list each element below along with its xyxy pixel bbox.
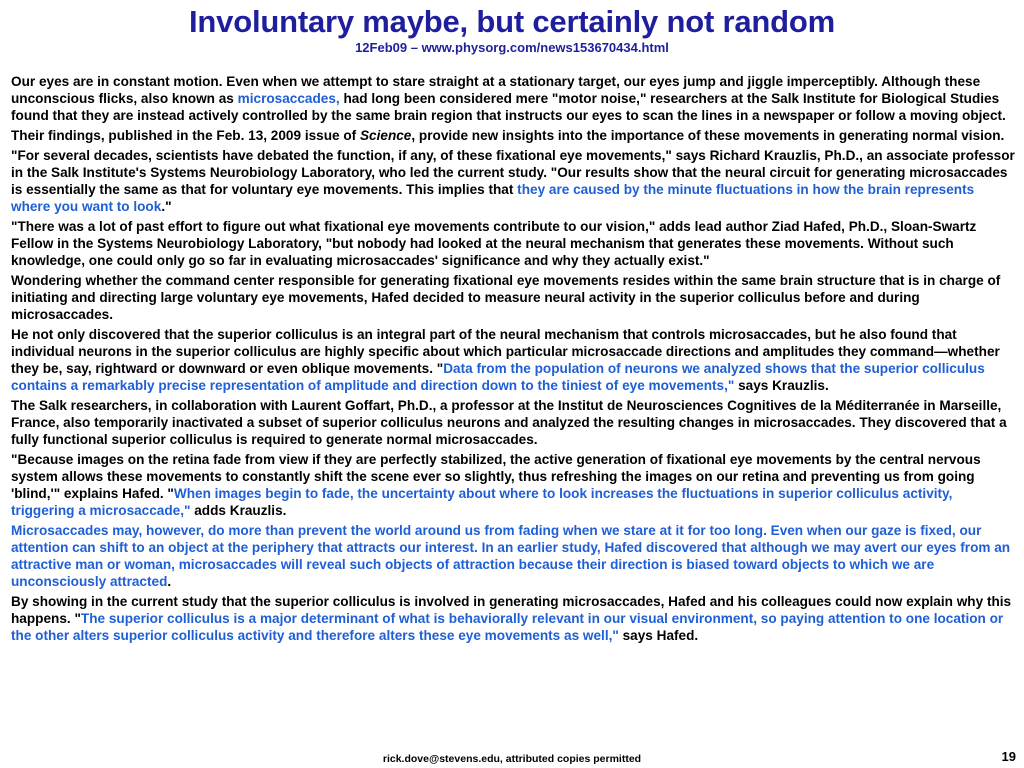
paragraph-6 — [11, 326, 1015, 394]
paragraph-10 — [11, 593, 1015, 644]
article-body — [11, 73, 1015, 647]
paragraph-7: The Salk researchers, in collaboration with Laurent Goffart, Ph.D., a professor at the Institut de Neurosciences Cognitives de la Méditerranée in Marseille, France, also temporarily inactivated a subset of superior colliculus neurons and analyzed the resulting changes in microsaccades. They discovered that a fully functional superior colliculus is required to generate normal microsaccades. — [11, 398, 1007, 447]
text: . — [167, 574, 172, 589]
text: Our eyes are in constant motion. Even when we attempt to stare straight at a stationary target, our eyes jump and jiggle imperceptibly. Although these unconscious flicks, also known as — [11, 74, 981, 106]
text: By showing in the current study that the superior colliculus is involved in generating microsaccades, Hafed and his colleagues could now explain why this happens. " — [11, 594, 1012, 626]
paragraph-4: "There was a lot of past effort to figure out what fixational eye movements contribute to our vision," adds lead author Ziad Hafed, Ph.D., Sloan-Swartz Fellow in the Systems Neurobiology Laboratory, "but nobody had looked at the neural mechanism that generates these movements. Without such knowledge, one could only go so far in evaluating microsaccades' significance and why they actually exist." — [11, 219, 977, 268]
highlighted-text: The superior colliculus is a major determinant of what is behaviorally relevant in our visual environment, so paying attention to one location or the other alters superior colliculus activity and therefore alters these eye movements as well," — [11, 611, 1004, 643]
text: says Krauzlis. — [734, 378, 829, 393]
source-reference: 12Feb09 – www.physorg.com/news153670434.html — [355, 40, 669, 55]
text: , provide new insights into the importance of these movements in generating normal vision. — [411, 128, 1005, 143]
paragraph-5: Wondering whether the command center responsible for generating fixational eye movements resides within the same brain structure that is in charge of initiating and directing large voluntary eye movements, Hafed decided to measure neural activity in the superior colliculus before and during microsaccades. — [11, 273, 1001, 322]
highlighted-text: microsaccades, — [237, 91, 340, 106]
text: He not only discovered that the superior colliculus is an integral part of the neural mechanism that controls microsaccades, but he also found that individual neurons in the superior colliculus are highly specific about which particular microsaccade directions and amplitudes they command—whether they be, say, rightward or downward or even oblique movements. " — [11, 327, 1000, 376]
text: "For several decades, scientists have debated the function, if any, of these fixational eye movements," says Richard Krauzlis, Ph.D., an associate professor in the Salk Institute's Systems Neurobiology Laboratory, who led the current study. "Our results show that the neural circuit for generating microsaccades is essentially the same as that for voluntary eye movements. This implies that — [11, 148, 1015, 197]
text: had long been considered mere "motor noise," researchers at the Salk Institute for Biological Studies found that they are instead actively controlled by the same brain region that instructs our eyes to scan the lines in a newspaper or follow a moving object. — [11, 91, 1006, 123]
highlighted-text: Data from the population of neurons we analyzed shows that the superior colliculus contains a remarkably precise representation of amplitude and direction down to the tiniest of eye movements," — [11, 361, 985, 393]
text: says Hafed. — [618, 628, 699, 643]
slide-title: Involuntary maybe, but certainly not random — [189, 4, 835, 39]
text: adds Krauzlis. — [190, 503, 287, 518]
footer-credit: rick.dove@stevens.edu, attributed copies permitted — [382, 753, 642, 765]
paragraph-3 — [11, 147, 1015, 215]
text: Their findings, published in the Feb. 13, 2009 issue of — [11, 128, 360, 143]
highlighted-text: When images begin to fade, the uncertainty about where to look increases the fluctuations in superior colliculus activity, triggering a microsaccade," — [11, 486, 953, 518]
paragraph-9 — [11, 522, 1015, 590]
paragraph-8 — [11, 451, 1015, 519]
text: ." — [161, 199, 172, 214]
page-number: 19 — [1001, 749, 1016, 764]
highlighted-text: Microsaccades may, however, do more than prevent the world around us from fading when we stare at it for too long. Even when our gaze is fixed, our attention can shift to an object at the periphery that attracts our interest. In an earlier study, Hafed discovered that although we may avert our eyes from an attractive man or woman, microsaccades will reveal such objects of attraction because their direction is biased toward objects to which we are unconsciously attracted — [11, 523, 1011, 589]
paragraph-1 — [11, 73, 1015, 124]
journal-name: Science — [359, 128, 412, 143]
text: "Because images on the retina fade from view if they are perfectly stabilized, the active generation of fixational eye movements by the central nervous system allows these movements to constantly shift the scene ever so slightly, thus refreshing the images on our retina and preventing us from going 'blind,'" explains Hafed. " — [11, 452, 981, 501]
paragraph-2 — [11, 127, 1015, 144]
highlighted-text: they are caused by the minute fluctuations in how the brain represents where you want to look — [11, 182, 975, 214]
